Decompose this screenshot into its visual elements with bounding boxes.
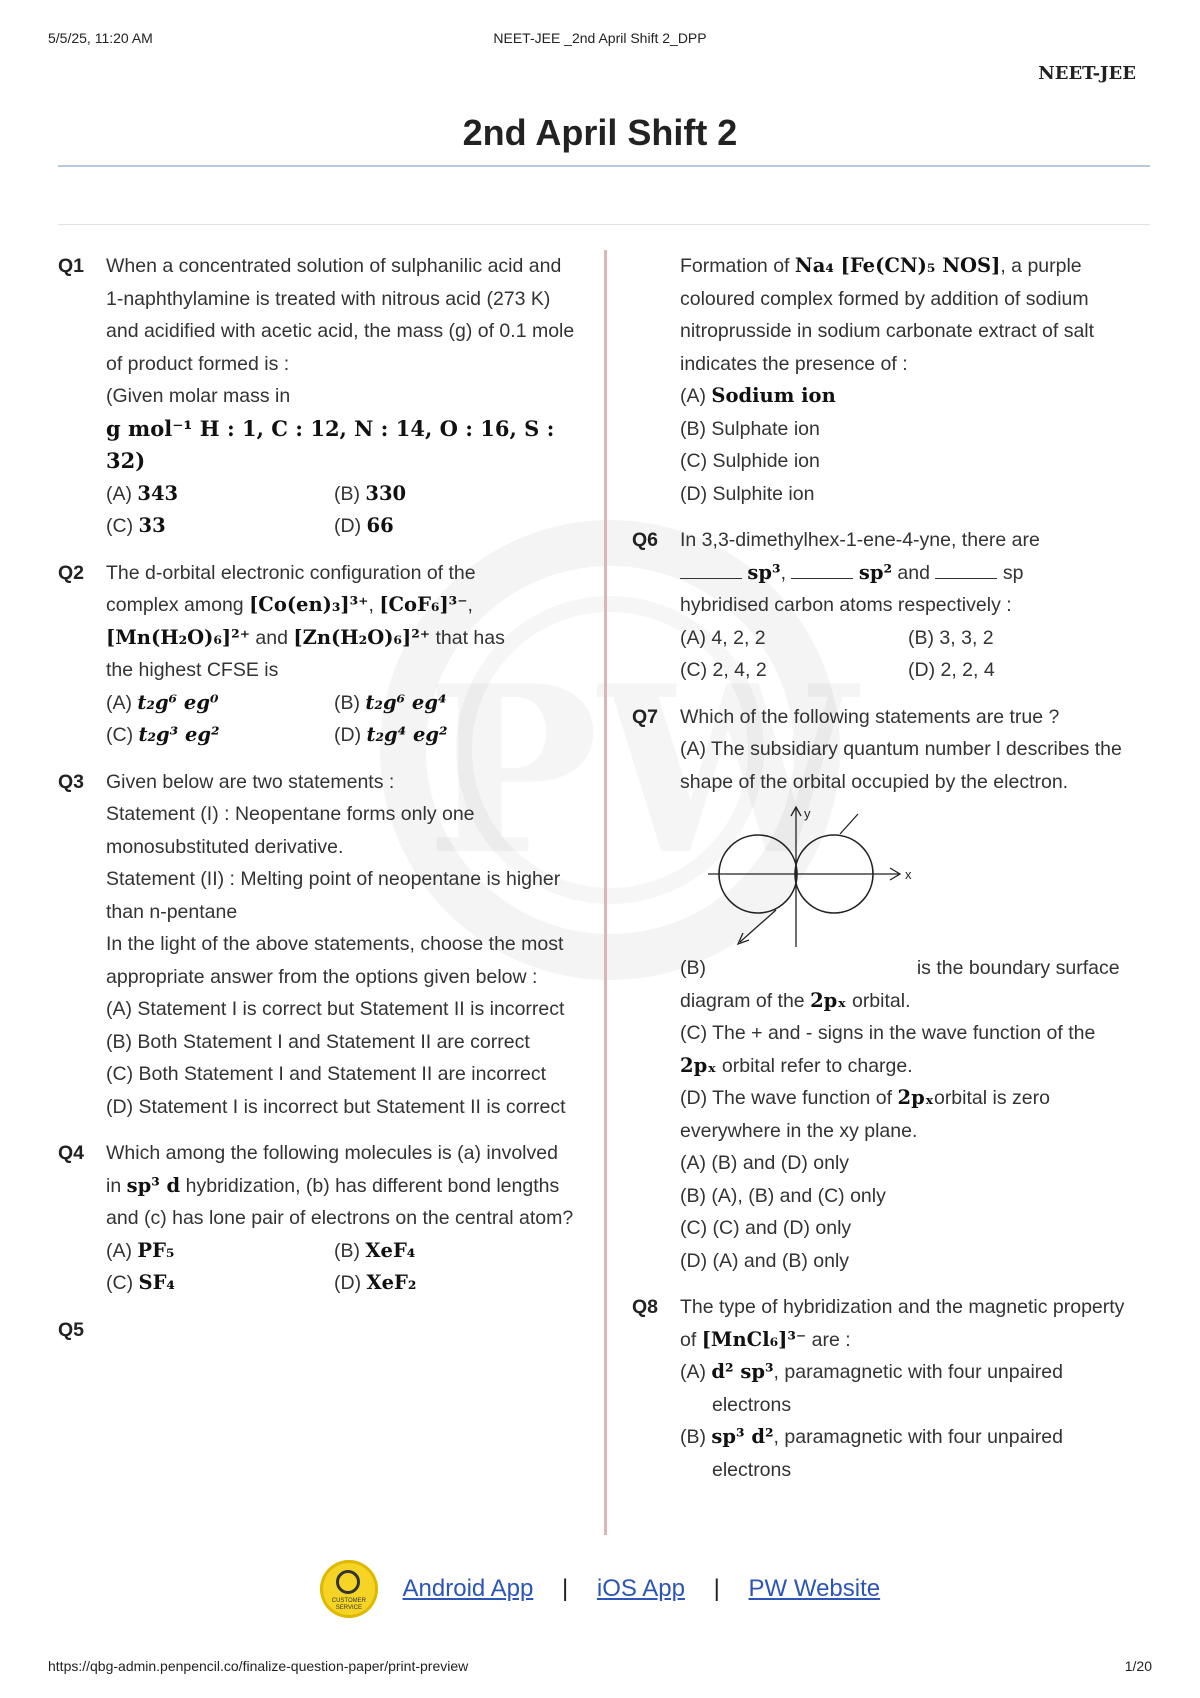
title-underline <box>58 165 1150 167</box>
headset-icon <box>336 1570 360 1594</box>
question-number: Q5 <box>58 1318 85 1341</box>
ios-app-link[interactable]: iOS App <box>596 1575 685 1602</box>
option-c[interactable]: (C) 33 <box>106 514 166 537</box>
option-c[interactable]: (C) (C) and (D) only <box>680 1217 852 1239</box>
option-c[interactable]: (C) SF₄ <box>106 1271 175 1294</box>
question-text-line: complex among [Co(en)₃]³⁺, [CoF₆]³⁻, <box>106 593 473 616</box>
print-url: https://qbg-admin.penpencil.co/finalize-question-paper/print-preview <box>48 1658 469 1674</box>
given-molar-masses: g mol⁻¹ H : 1, C : 12, N : 14, O : 16, S : 32) <box>106 415 555 473</box>
left-column <box>58 250 578 1360</box>
blank <box>791 558 853 579</box>
question-text: When a concentrated solution of sulphanilic acid and 1-naphthylamine is treated with nitrous acid (273 K) and acidified with acetic acid, the mass (g) of 0.1 mole of product formed is : <box>106 255 575 375</box>
question-text-line: the highest CFSE is <box>106 659 279 681</box>
x-axis-label: x <box>905 867 912 882</box>
statement-c: (C) The + and - signs in the wave function of the 2pₓ orbital refer to charge. <box>680 1022 1096 1077</box>
question-number: Q2 <box>58 561 85 584</box>
app-links-bar <box>0 1560 1200 1618</box>
option-d[interactable]: (D) t₂g⁴ eg² <box>334 723 448 746</box>
complex-formula: [CoF₆]³⁻ <box>379 593 468 616</box>
column-divider <box>604 250 607 1535</box>
option-a[interactable]: (A) PF₅ <box>106 1238 175 1262</box>
2px-orbital-diagram <box>708 802 928 952</box>
right-column <box>632 250 1132 1500</box>
option-b[interactable]: (B) 3, 3, 2 <box>908 626 994 649</box>
option-a[interactable]: (A) 343 <box>106 481 179 505</box>
question-text-line: [Mn(H₂O)₆]²⁺ and [Zn(H₂O)₆]²⁺ that has <box>106 625 505 649</box>
question-q4 <box>58 1137 578 1300</box>
option-d[interactable]: (D) (A) and (B) only <box>680 1249 850 1272</box>
option-d[interactable]: (D) 66 <box>334 514 394 537</box>
y-axis-label: y <box>804 806 811 821</box>
question-q6 <box>632 524 1132 687</box>
option-b[interactable]: (B) Sulphate ion <box>680 417 820 440</box>
option-d[interactable]: (D) 2, 2, 4 <box>908 659 995 681</box>
statement-a: (A) The subsidiary quantum number l describes the shape of the orbital occupied by the electron. <box>680 738 1122 793</box>
z-axis <box>840 814 858 834</box>
options <box>680 622 1132 687</box>
question-q8 <box>632 1291 1132 1486</box>
option-b[interactable]: (B) t₂g⁶ eg⁴ <box>334 690 447 714</box>
question-number: Q8 <box>632 1296 659 1318</box>
complex-formula: Na₄ [Fe(CN)₅ NOS] <box>794 254 1001 277</box>
option-a[interactable]: (A) Statement I is correct but Statement II is incorrect <box>106 998 565 1020</box>
print-datetime: 5/5/25, 11:20 AM <box>48 30 153 46</box>
options <box>106 478 578 543</box>
option-a[interactable]: (A) 4, 2, 2 <box>680 626 766 649</box>
customer-service-logo <box>320 1560 378 1618</box>
brand-label: NEET-JEE <box>1038 63 1136 84</box>
statement-2: Statement (II) : Melting point of neopentane is higher than n-pentane <box>106 868 561 923</box>
pw-website-link[interactable]: PW Website <box>748 1575 881 1602</box>
question-number: Q6 <box>632 529 659 551</box>
page-title: 2nd April Shift 2 <box>462 112 738 153</box>
question-prompt: In the light of the above statements, choose the most appropriate answer from the options given below : <box>106 933 564 988</box>
option-c[interactable]: (C) 2, 4, 2 <box>680 659 767 681</box>
question-number: Q1 <box>58 255 85 277</box>
question-text-line: sp³, sp² and sp <box>680 557 1132 590</box>
option-a[interactable]: (A) d² sp³, paramagnetic with four unpaired electrons <box>680 1360 1063 1416</box>
logo-text: CUSTOMER SERVICE <box>331 1598 366 1611</box>
question-q3 <box>58 766 578 1124</box>
option-d[interactable]: (D) Statement I is incorrect but Statement II is correct <box>106 1095 566 1118</box>
options <box>106 1235 578 1300</box>
option-d[interactable]: (D) XeF₂ <box>334 1271 417 1294</box>
question-text-line: The d-orbital electronic configuration of the <box>106 561 476 584</box>
complex-formula: [Mn(H₂O)₆]²⁺ <box>106 625 250 649</box>
link-separator: | <box>713 1575 720 1602</box>
given-label: (Given molar mass in <box>106 385 291 407</box>
option-b[interactable]: (B) Both Statement I and Statement II are correct <box>106 1030 530 1053</box>
question-text-line: hybridised carbon atoms respectively : <box>680 594 1012 616</box>
blank <box>680 558 742 579</box>
option-b[interactable]: (B) (A), (B) and (C) only <box>680 1184 886 1207</box>
complex-formula: [Co(en)₃]³⁺ <box>249 593 369 616</box>
question-text: Which among the following molecules is (a) involved in sp³ d hybridization, (b) has different bond lengths and (c) has lone pair of electrons on the central atom? <box>106 1142 574 1229</box>
question-intro: Given below are two statements : <box>106 770 395 793</box>
option-b[interactable]: (B) XeF₄ <box>334 1238 416 1262</box>
complex-formula: [Zn(H₂O)₆]²⁺ <box>293 625 431 649</box>
option-d[interactable]: (D) Sulphite ion <box>680 482 815 505</box>
options <box>106 687 578 752</box>
option-c[interactable]: (C) Both Statement I and Statement II are incorrect <box>106 1063 547 1085</box>
android-app-link[interactable]: Android App <box>402 1575 534 1602</box>
page-number: 1/20 <box>1124 1658 1152 1674</box>
option-a[interactable]: (A) Sodium ion <box>680 384 836 407</box>
question-q5-body <box>632 250 1132 510</box>
link-separator: | <box>561 1575 569 1602</box>
question-q5-label <box>58 1314 578 1347</box>
question-number: Q7 <box>632 705 659 728</box>
option-a[interactable]: (A) t₂g⁶ eg⁰ <box>106 690 219 714</box>
hybridization-formula: sp³ d <box>126 1173 181 1197</box>
question-q2 <box>58 557 578 752</box>
statement-b: (B) is the boundary surface diagram of the 2pₓ orbital. <box>680 957 1120 1012</box>
question-number: Q3 <box>58 770 85 793</box>
header-divider <box>58 224 1150 225</box>
option-c[interactable]: (C) Sulphide ion <box>680 450 820 472</box>
option-a[interactable]: (A) (B) and (D) only <box>680 1152 850 1174</box>
question-q7 <box>632 701 1132 1278</box>
statement-1: Statement (I) : Neopentane forms only one monosubstituted derivative. <box>106 803 475 858</box>
z-axis-lower <box>740 910 776 942</box>
option-c[interactable]: (C) t₂g³ eg² <box>106 723 220 746</box>
question-text-line: In 3,3-dimethylhex-1-ene-4-yne, there are <box>680 529 1040 551</box>
question-text: Formation of Na₄ [Fe(CN)₅ NOS], a purple coloured complex formed by addition of sodium nitroprusside in sodium carbonate extract of salt indicates the presence of : <box>680 254 1095 375</box>
question-text: Which of the following statements are true ? <box>680 705 1060 728</box>
complex-formula: [MnCl₆]³⁻ <box>701 1327 807 1351</box>
statement-d: (D) The wave function of 2pₓorbital is zero everywhere in the xy plane. <box>680 1086 1050 1142</box>
option-b[interactable]: (B) sp³ d², paramagnetic with four unpaired electrons <box>680 1425 1063 1481</box>
question-text: The type of hybridization and the magnetic property of [MnCl₆]³⁻ are : <box>680 1296 1125 1351</box>
option-b[interactable]: (B) 330 <box>334 481 407 505</box>
blank <box>935 558 997 579</box>
print-doc-title: NEET-JEE _2nd April Shift 2_DPP <box>493 30 707 46</box>
question-number: Q4 <box>58 1142 85 1164</box>
question-q1 <box>58 250 578 543</box>
